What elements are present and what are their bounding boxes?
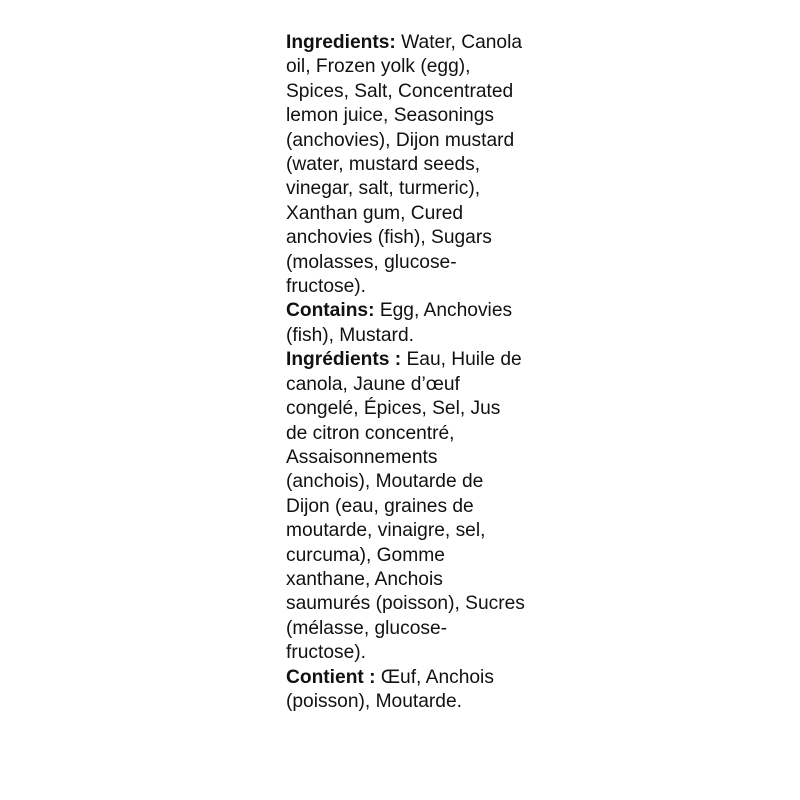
english-ingredients-paragraph bbox=[286, 31, 526, 299]
french-ingredients-paragraph bbox=[286, 348, 526, 665]
french-ingredients-heading: Ingrédients : bbox=[286, 349, 402, 371]
english-allergens-paragraph bbox=[286, 299, 526, 348]
english-contains-heading: Contains: bbox=[286, 300, 375, 322]
french-contains-heading: Contient : bbox=[286, 666, 376, 688]
english-ingredients-heading: Ingredients: bbox=[286, 32, 396, 53]
english-allergens-list: Egg, Anchovies (fish), Mustard. bbox=[286, 300, 513, 346]
french-ingredients-list: Eau, Huile de canola, Jaune d’œuf congelé, Épices, Sel, Jus de citron concentré, Assaisonnements (anchois), Moutarde de Dijon (eau, graines de moutarde, vinaigre, sel, curcuma), Gomme xanthane, Anchois saumurés (poisson), Sucres (mélasse, glucose-fructose). bbox=[286, 349, 525, 664]
english-ingredients-list: Water, Canola oil, Frozen yolk (egg), Spices, Salt, Concentrated lemon juice, Seasonings (anchovies), Dijon mustard (water, mustard seeds, vinegar, salt, turmeric), Xanthan gum, Cured anchovies (fish), Sugars (molasses, glucose-fructose). bbox=[286, 32, 523, 298]
french-allergens-list: Œuf, Anchois (poisson), Moutarde. bbox=[286, 666, 494, 712]
french-allergens-paragraph bbox=[286, 666, 526, 715]
ingredients-label bbox=[286, 31, 526, 714]
